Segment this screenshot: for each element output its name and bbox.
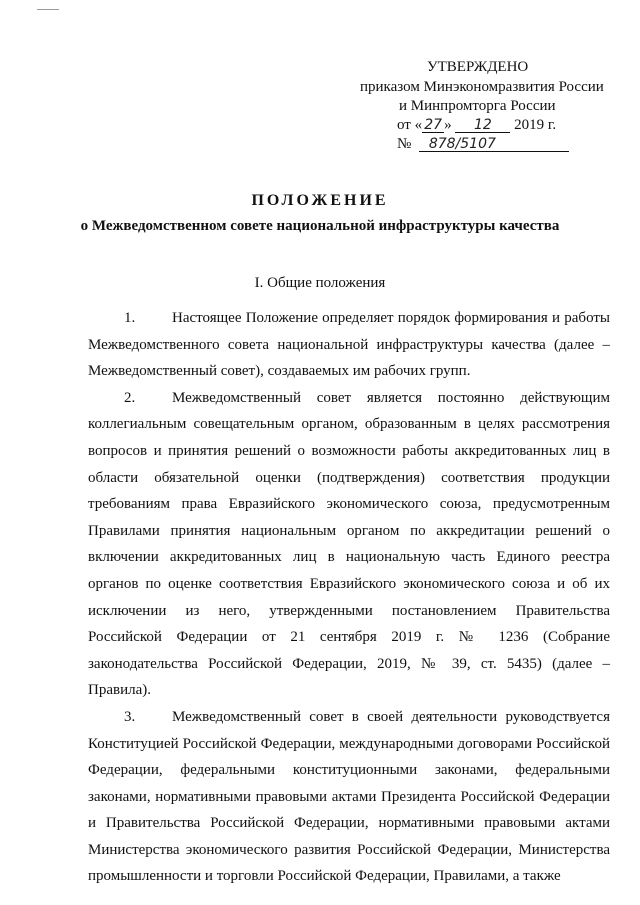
- approval-block: [0, 58, 640, 158]
- approval-ministry-line: и Минпромторга России: [399, 98, 556, 114]
- paragraph: [88, 385, 610, 704]
- document-body: [88, 305, 610, 890]
- number-prefix: №: [397, 136, 412, 152]
- paragraph: [88, 704, 610, 890]
- approval-title: УТВЕРЖДЕНО: [427, 59, 529, 75]
- date-day: 27: [422, 118, 444, 133]
- date-prefix: от «: [397, 117, 423, 133]
- date-suffix: 2019 г.: [514, 117, 557, 133]
- scan-mark: [37, 2, 59, 10]
- document-subtitle: о Межведомственном совете национальной инфраструктуры качества: [80, 218, 560, 234]
- paragraph-text: Межведомственный совет в своей деятельности руководствуется Конституцией Российской Федерации, международными договорами Российской Федерации, федеральными конституционными законами, федеральными законами, нормативными правовыми актами Президента Российской Федерации и Правительства Российской Федерации, нормативными правовыми актами Министерства экономического развития Российской Федерации, Министерства промышленности и торговли Российской Федерации, Правилами, а также: [88, 708, 610, 885]
- approval-date: [397, 116, 556, 135]
- paragraph-number: 3.: [124, 708, 136, 725]
- section-heading: I. Общие положения: [254, 275, 386, 291]
- approval-order-line: приказом Минэкономразвития России: [360, 79, 604, 95]
- approval-number: [397, 135, 569, 154]
- paragraph-number: 1.: [124, 310, 136, 326]
- paragraph-number: 2.: [124, 389, 136, 406]
- paragraph-text: Межведомственный совет является постоянно действующим коллегиальным совещательным органом, образованным в целях рассмотрения вопросов и принятия решений о возможности работы аккредитованных лиц в области обязательной оценки (подтверждения) соответствия продукции требованиям права Евразийского экономического союза, предусмотренным Правилами принятия национальным органом по аккредитации решений о включении аккредитованных лиц в национальную часть Единого реестра органов по оценке соответствия Евразийского экономического союза и об их исключении из него, утвержденными постановлением Правительства Российской Федерации от 21 сентября 2019 г. № 1236 (Собрание законодательства Российской Федерации, 2019, № 39, ст. 5435) (далее – Правила).: [88, 389, 610, 699]
- number-value: 878/5107: [419, 137, 569, 152]
- date-month: 12: [455, 118, 510, 133]
- date-mid: »: [444, 117, 452, 133]
- document-title: ПОЛОЖЕНИЕ: [251, 192, 389, 209]
- paragraph: [88, 305, 610, 385]
- paragraph-text: Настоящее Положение определяет порядок формирования и работы Межведомственного совета национальной инфраструктуры качества (далее – Межведомственный совет), создаваемых им рабочих групп.: [88, 310, 610, 380]
